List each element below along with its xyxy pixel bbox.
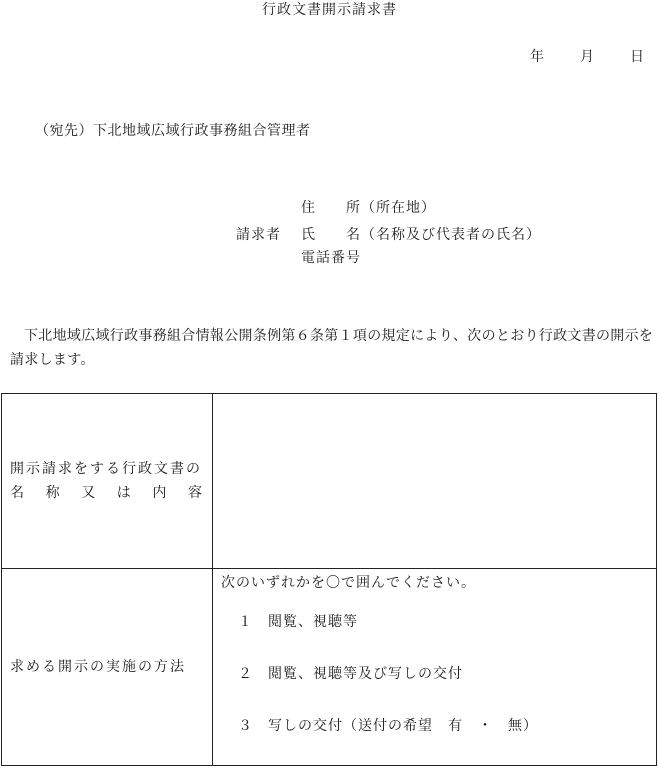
date-year-label: 年 [530,49,544,65]
document-row [2,394,657,569]
option-number: ２ [238,666,253,682]
method-option-3[interactable] [238,717,538,735]
label-char: は [116,485,131,501]
option-number: ３ [238,718,253,734]
method-option-2[interactable] [238,665,463,683]
requester-label: 請求者 [236,227,281,243]
method-row [2,569,657,766]
option-number: １ [238,614,253,630]
label-char: 内 [152,485,167,501]
phone-label: 電話番号 [301,250,361,266]
document-name-label-cell [2,394,213,569]
option-text: 閲覧、視聴等 [268,614,358,630]
label-char: 名 [10,485,24,501]
addressee: （宛先）下北地域広域行政事務組合管理者 [35,123,311,139]
method-field [213,569,657,766]
name-label: 氏 名（名称及び代表者の氏名） [301,227,541,243]
label-char: 容 [187,485,202,501]
request-statement: 下北地域広域行政事務組合情報公開条例第６条第１項の規定により、次のとおり行政文書の開示を請求します。 [10,328,654,368]
document-label-line1: 開示請求をする行政文書の [10,461,202,477]
method-instruction: 次のいずれかを〇で囲んでください。 [221,575,476,591]
method-label-cell [2,569,213,766]
method-option-1[interactable] [238,613,358,631]
date-day-label: 日 [630,49,644,65]
label-char: 又 [81,485,96,501]
document-name-field[interactable] [213,394,657,569]
page-title: 行政文書開示請求書 [262,2,397,18]
method-label: 求める開示の実施の方法 [10,659,186,675]
request-form-table [1,393,657,766]
address-label: 住 所（所在地） [301,200,436,216]
option-text: 閲覧、視聴等及び写しの交付 [268,666,463,682]
document-label-line2 [2,481,212,505]
option-text: 写しの交付（送付の希望 有 ・ 無） [268,718,538,734]
label-char: 称 [45,485,60,501]
date-line [530,48,644,66]
date-month-label: 月 [580,49,594,65]
